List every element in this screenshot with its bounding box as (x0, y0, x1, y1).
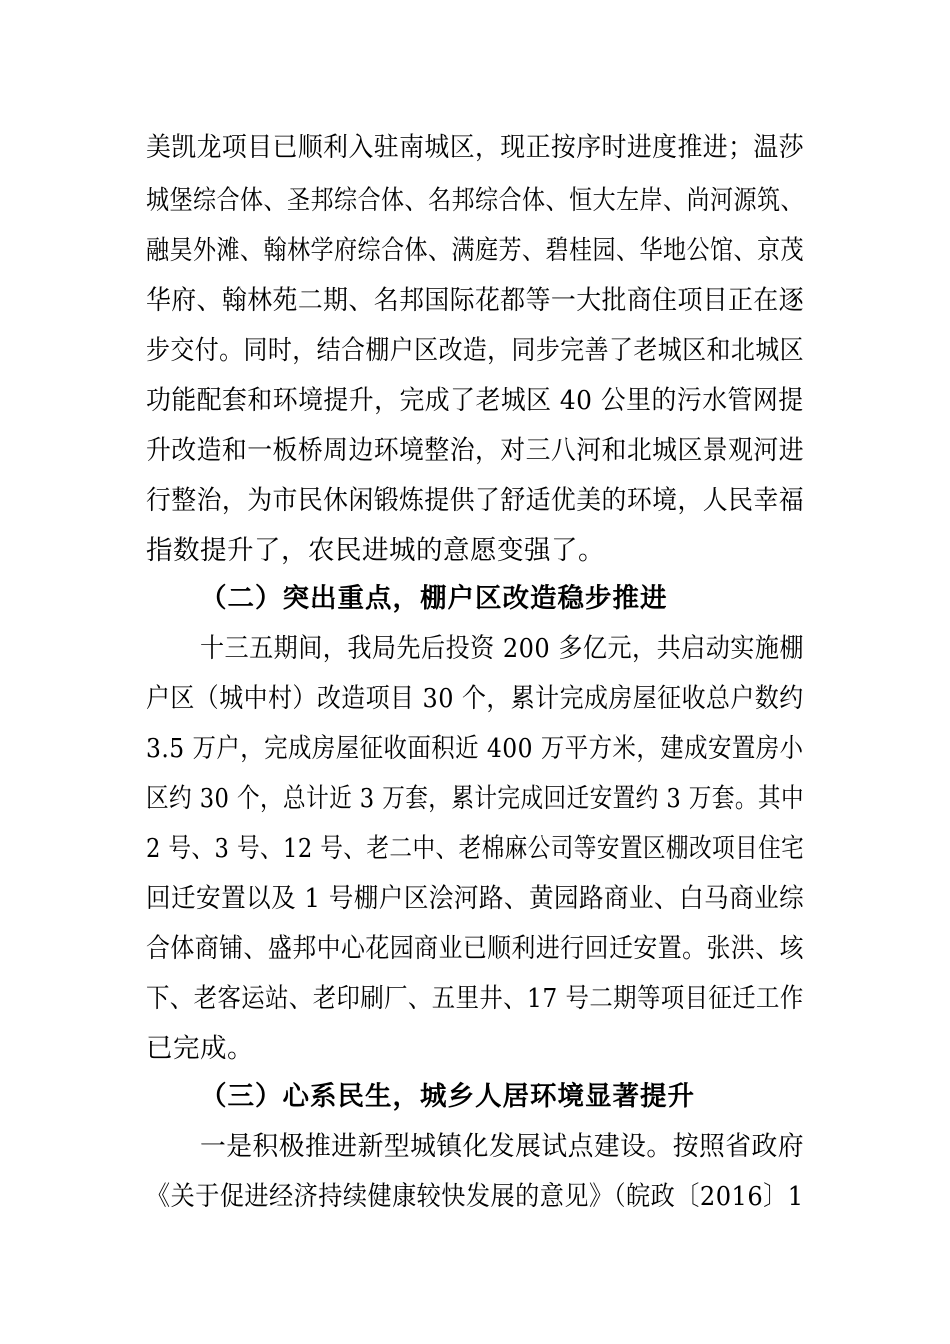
paragraph-2-line-5: 2 号、3 号、12 号、老二中、老棉麻公司等安置区棚改项目住宅 (146, 833, 805, 864)
paragraph-1-line-3: 融昊外滩、翰林学府综合体、满庭芳、碧桂园、华地公馆、京茂 (146, 235, 804, 266)
section-heading-2: （二）突出重点，棚户区改造稳步推进 (200, 583, 668, 614)
paragraph-1-line-2: 城堡综合体、圣邦综合体、名邦综合体、恒大左岸、尚河源筑、 (146, 185, 804, 216)
section-heading-3: （三）心系民生，城乡人居环境显著提升 (200, 1081, 695, 1112)
paragraph-2-line-1: 十三五期间，我局先后投资 200 多亿元，共启动实施棚 (200, 633, 804, 664)
paragraph-1-line-1: 美凯龙项目已顺利入驻南城区，现正按序时进度推进；温莎 (146, 132, 804, 163)
paragraph-1-line-7: 升改造和一板桥周边环境整治，对三八河和北城区景观河进 (146, 435, 804, 466)
paragraph-1-line-9: 指数提升了，农民进城的意愿变强了。 (146, 535, 605, 566)
paragraph-2-line-4: 区约 30 个，总计近 3 万套，累计完成回迁安置约 3 万套。其中 (146, 783, 804, 814)
paragraph-2-line-6: 回迁安置以及 1 号棚户区浍河路、黄园路商业、白马商业综 (146, 883, 805, 914)
paragraph-2-line-3: 3.5 万户，完成房屋征收面积近 400 万平方米，建成安置房小 (146, 733, 804, 764)
paragraph-1-line-6: 功能配套和环境提升，完成了老城区 40 公里的污水管网提 (146, 385, 804, 416)
paragraph-2-line-8: 下、老客运站、老印刷厂、五里井、17 号二期等项目征迁工作 (146, 983, 804, 1014)
paragraph-3-line-2: 《关于促进经济持续健康较快发展的意见》（皖政〔2016〕1 (146, 1181, 804, 1212)
paragraph-2-line-9: 已完成。 (146, 1033, 254, 1064)
paragraph-1-line-5: 步交付。同时，结合棚户区改造，同步完善了老城区和北城区 (146, 335, 804, 366)
paragraph-3-line-1: 一是积极推进新型城镇化发展试点建设。按照省政府 (200, 1131, 804, 1162)
paragraph-2-line-7: 合体商铺、盛邦中心花园商业已顺利进行回迁安置。张洪、垓 (146, 933, 804, 964)
paragraph-1-line-8: 行整治，为市民休闲锻炼提供了舒适优美的环境，人民幸福 (146, 485, 804, 516)
paragraph-2-line-2: 户区（城中村）改造项目 30 个，累计完成房屋征收总户数约 (146, 683, 804, 714)
paragraph-1-line-4: 华府、翰林苑二期、名邦国际花都等一大批商住项目正在逐 (146, 285, 804, 316)
